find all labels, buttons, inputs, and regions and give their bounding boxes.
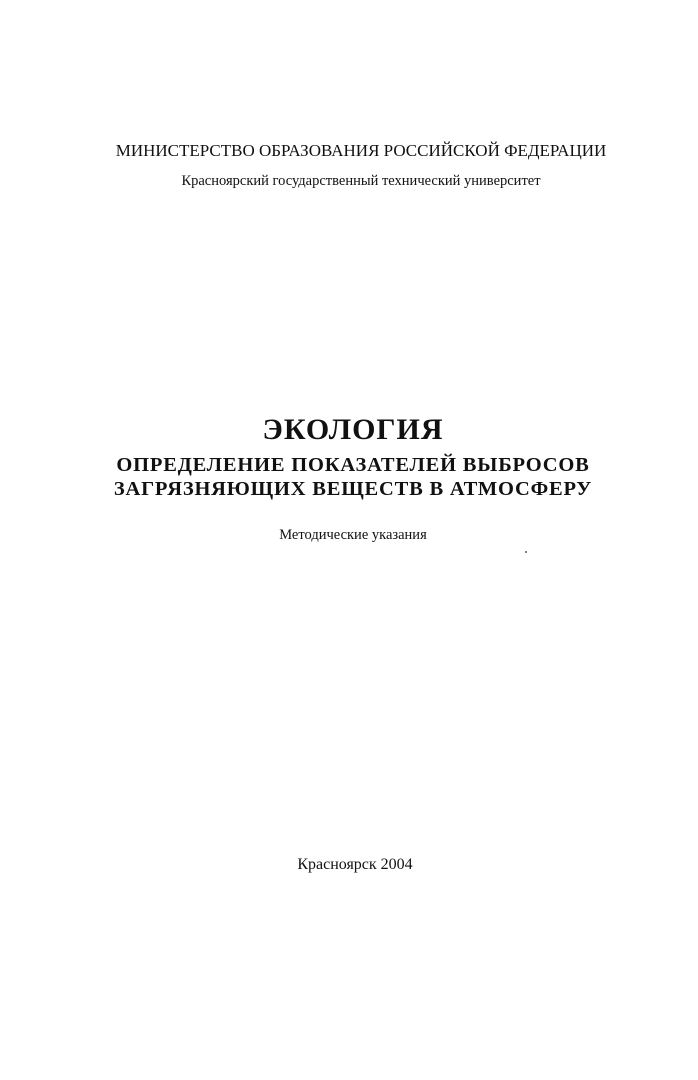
university-name: Красноярский государственный технический университет (181, 173, 541, 189)
city-year: Красноярск 2004 (297, 856, 413, 873)
document-subtitle-line-1: ОПРЕДЕЛЕНИЕ ПОКАЗАТЕЛЕЙ ВЫБРОСОВ (116, 454, 590, 476)
document-subtitle-line-2: ЗАГРЯЗНЯЮЩИХ ВЕЩЕСТВ В АТМОСФЕРУ (113, 478, 593, 500)
scan-speck (525, 551, 527, 553)
ministry-heading: МИНИСТЕРСТВО ОБРАЗОВАНИЯ РОССИЙСКОЙ ФЕДЕРАЦИИ (115, 141, 607, 160)
document-title: ЭКОЛОГИЯ (262, 413, 444, 446)
document-type: Методические указания (279, 527, 427, 543)
